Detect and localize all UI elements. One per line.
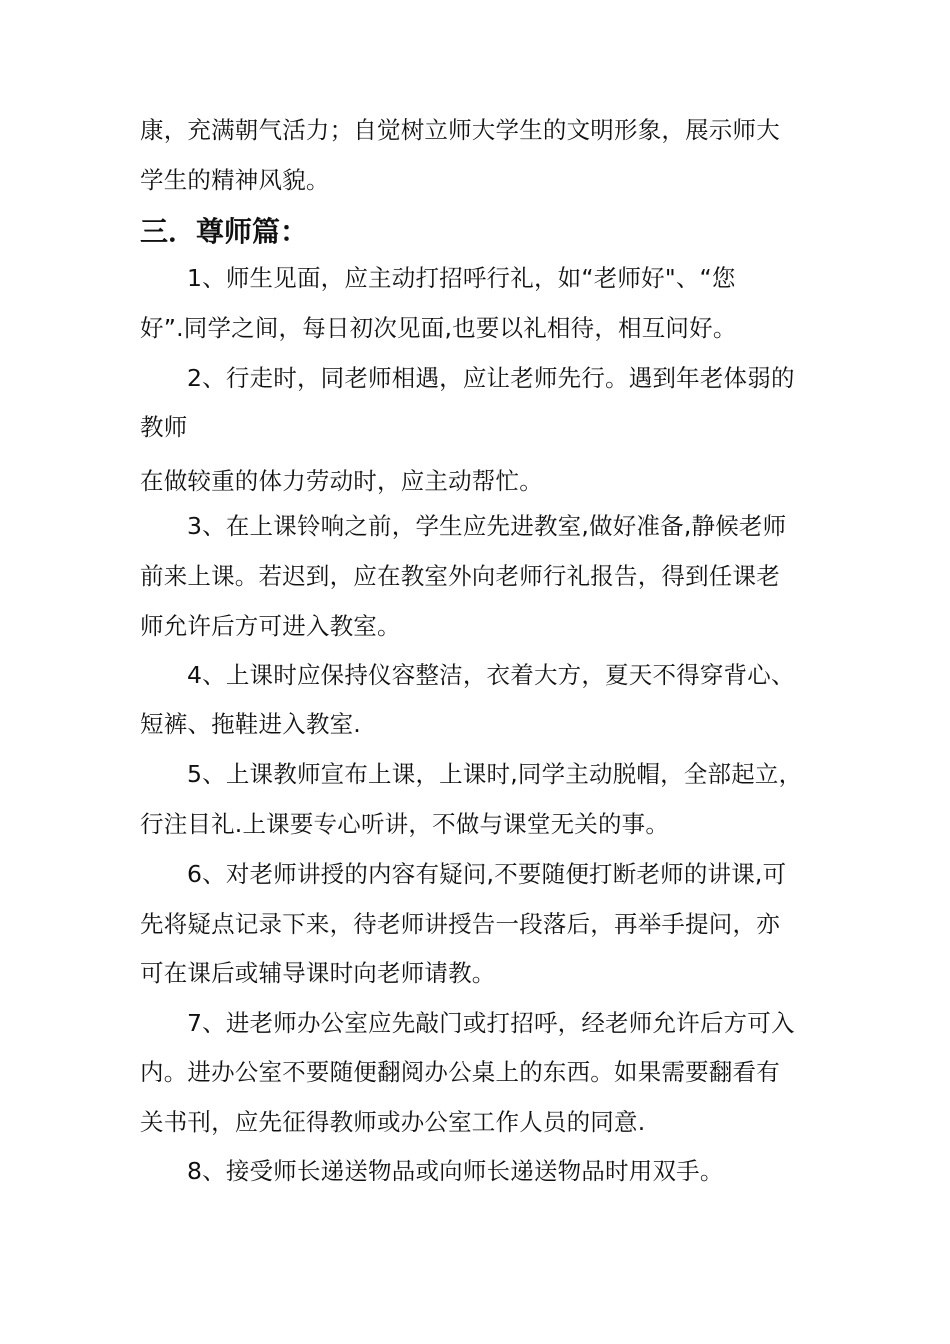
rule-item-7-line: 关书刊，应先征得教师或办公室工作人员的同意. bbox=[140, 1108, 646, 1136]
rule-item-7-line: 内。进办公室不要随便翻阅办公桌上的东西。如果需要翻看有 bbox=[140, 1058, 780, 1086]
paragraph-line: 康，充满朝气活力；自觉树立师大学生的文明形象，展示师大 bbox=[140, 116, 780, 144]
rule-item-3-line: 师允许后方可进入教室。 bbox=[140, 612, 401, 640]
rule-item-1-line: 好”.同学之间，每日初次见面,也要以礼相待，相互问好。 bbox=[140, 314, 737, 342]
rule-item-6-line: 可在课后或辅导课时向老师请教。 bbox=[140, 959, 496, 987]
section-heading: 三．尊师篇： bbox=[140, 215, 309, 248]
rule-item-5-line: 行注目礼.上课要专心听讲，不做与课堂无关的事。 bbox=[140, 810, 670, 838]
rule-item-5-line: 5、上课教师宣布上课，上课时,同学主动脱帽，全部起立， bbox=[187, 760, 803, 788]
rule-item-4-line: 4、上课时应保持仪容整洁，衣着大方，夏天不得穿背心、 bbox=[187, 661, 795, 689]
rule-item-2-line: 在做较重的体力劳动时，应主动帮忙。 bbox=[140, 467, 543, 495]
rule-item-3-line: 3、在上课铃响之前，学生应先进教室,做好准备,静候老师 bbox=[187, 512, 787, 540]
rule-item-8-line: 8、接受师长递送物品或向师长递送物品时用双手。 bbox=[187, 1157, 724, 1185]
rule-item-6-line: 先将疑点记录下来，待老师讲授告一段落后，再举手提问，亦 bbox=[140, 910, 780, 938]
rule-item-7-line: 7、进老师办公室应先敲门或打招呼，经老师允许后方可入 bbox=[187, 1009, 795, 1037]
rule-item-6-line: 6、对老师讲授的内容有疑问,不要随便打断老师的讲课,可 bbox=[187, 860, 787, 888]
rule-item-3-line: 前来上课。若迟到，应在教室外向老师行礼报告，得到任课老 bbox=[140, 562, 780, 590]
rule-item-2-line: 2、行走时，同老师相遇，应让老师先行。遇到年老体弱的 bbox=[187, 364, 795, 392]
rule-item-2-line: 教师 bbox=[140, 413, 188, 441]
rule-item-1-line: 1、师生见面，应主动打招呼行礼，如“老师好"、“您 bbox=[187, 264, 736, 292]
rule-item-4-line: 短裤、拖鞋进入教室. bbox=[140, 710, 361, 738]
paragraph-line: 学生的精神风貌。 bbox=[140, 166, 330, 194]
